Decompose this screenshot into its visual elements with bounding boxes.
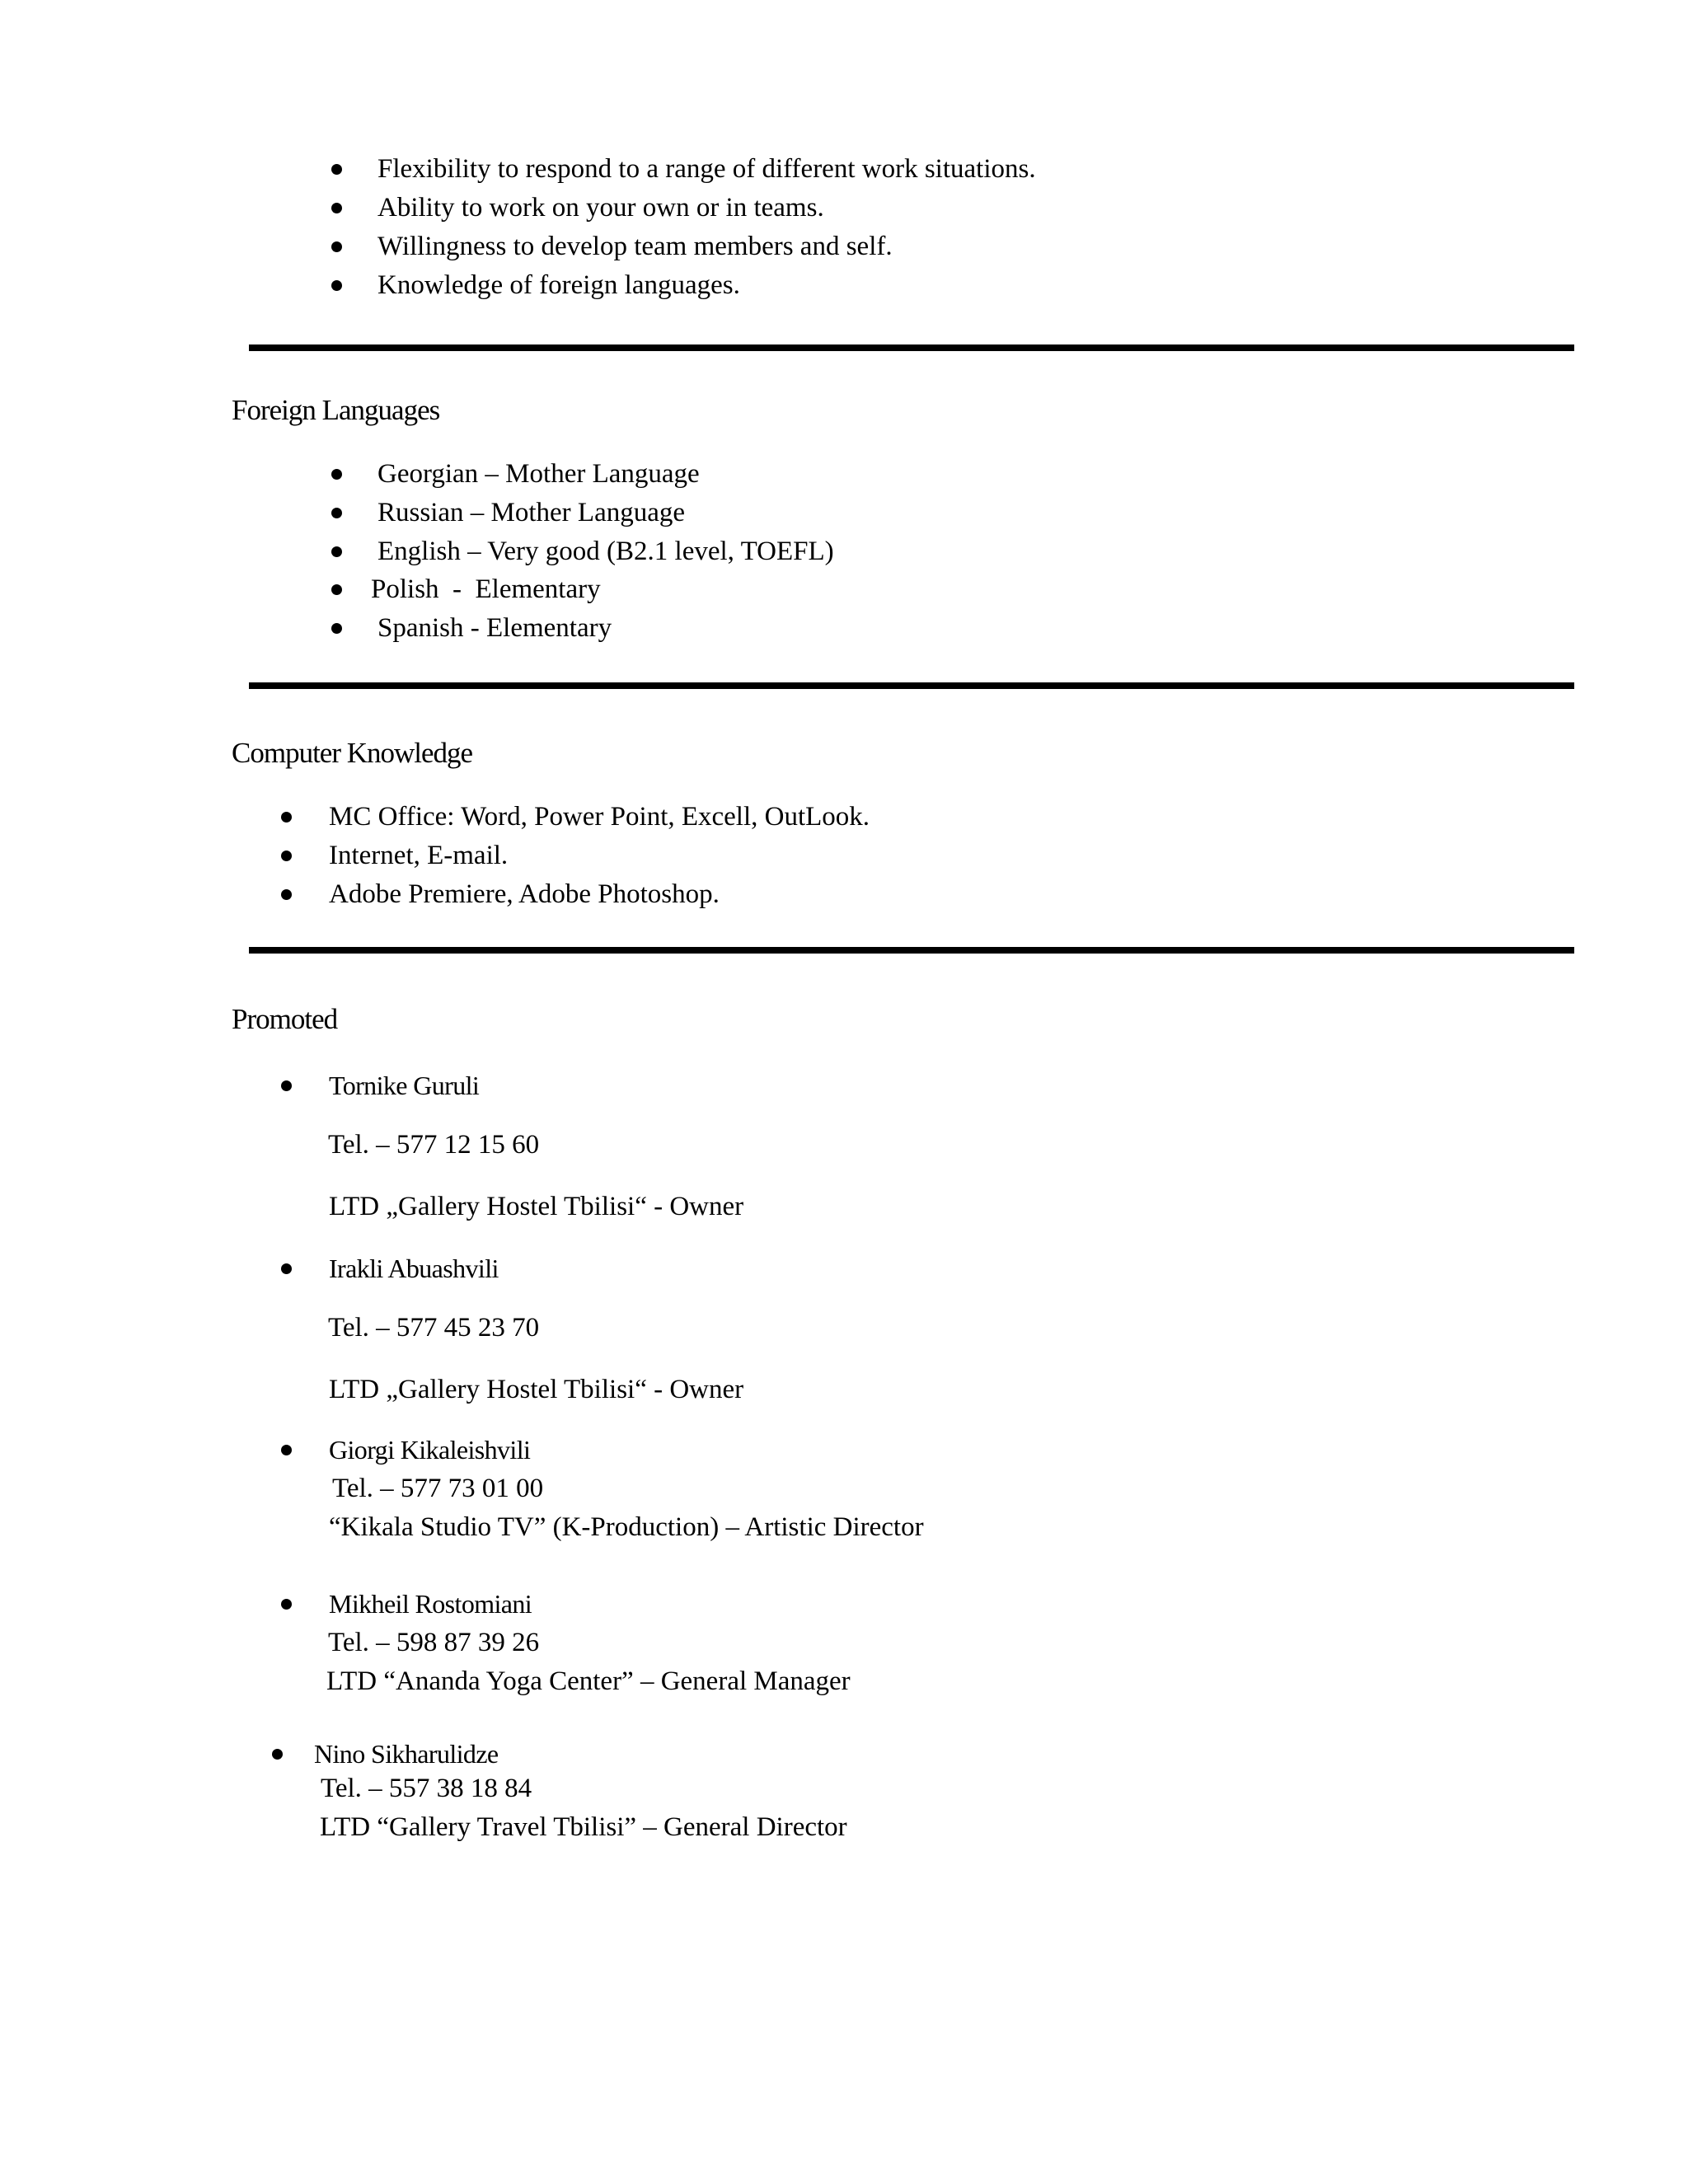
language-item: Spanish - Elementary xyxy=(377,613,612,643)
section-divider xyxy=(249,947,1574,954)
reference-phone: Tel. – 577 73 01 00 xyxy=(332,1474,544,1503)
language-item: Russian – Mother Language xyxy=(377,498,686,527)
reference-organization: LTD “Gallery Travel Tbilisi” – General Director xyxy=(320,1812,847,1842)
quality-item: Ability to work on your own or in teams. xyxy=(377,193,824,223)
language-item: Polish - Elementary xyxy=(371,574,601,604)
bullet-icon xyxy=(331,584,342,595)
bullet-icon xyxy=(331,203,342,213)
bullet-icon xyxy=(331,164,342,175)
computer-skill-item: MC Office: Word, Power Point, Excell, OutLook. xyxy=(329,802,870,832)
computer-knowledge-heading: Computer Knowledge xyxy=(232,737,473,769)
section-divider xyxy=(249,344,1574,351)
bullet-icon xyxy=(331,546,342,557)
reference-organization: LTD “Ananda Yoga Center” – General Manager xyxy=(326,1666,851,1696)
reference-phone: Tel. – 577 12 15 60 xyxy=(328,1130,540,1160)
bullet-icon xyxy=(281,851,292,861)
reference-name: Irakli Abuashvili xyxy=(329,1254,499,1283)
reference-name: Nino Sikharulidze xyxy=(314,1739,499,1769)
bullet-icon xyxy=(331,241,342,252)
bullet-icon xyxy=(281,1080,292,1091)
section-divider xyxy=(249,682,1574,689)
bullet-icon xyxy=(281,1263,292,1274)
reference-organization: “Kikala Studio TV” (K-Production) – Artistic Director xyxy=(329,1512,924,1542)
reference-name: Tornike Guruli xyxy=(329,1071,480,1100)
bullet-icon xyxy=(281,1599,292,1610)
quality-item: Flexibility to respond to a range of different work situations. xyxy=(377,154,1036,184)
reference-name: Mikheil Rostomiani xyxy=(329,1589,532,1619)
language-item: Georgian – Mother Language xyxy=(377,459,700,489)
bullet-icon xyxy=(331,508,342,518)
bullet-icon xyxy=(281,889,292,900)
foreign-languages-heading: Foreign Languages xyxy=(232,394,440,426)
bullet-icon xyxy=(281,1445,292,1455)
promoted-heading: Promoted xyxy=(232,1003,338,1035)
reference-organization: LTD „Gallery Hostel Tbilisi“ - Owner xyxy=(329,1375,744,1404)
reference-phone: Tel. – 577 45 23 70 xyxy=(328,1313,540,1343)
reference-phone: Tel. – 557 38 18 84 xyxy=(321,1774,532,1803)
bullet-icon xyxy=(331,280,342,291)
language-item: English – Very good (B2.1 level, TOEFL) xyxy=(377,537,834,566)
reference-organization: LTD „Gallery Hostel Tbilisi“ - Owner xyxy=(329,1192,744,1221)
reference-name: Giorgi Kikaleishvili xyxy=(329,1435,531,1465)
computer-skill-item: Adobe Premiere, Adobe Photoshop. xyxy=(329,879,720,909)
reference-phone: Tel. – 598 87 39 26 xyxy=(328,1628,540,1657)
bullet-icon xyxy=(272,1749,283,1760)
computer-skill-item: Internet, E-mail. xyxy=(329,841,509,870)
bullet-icon xyxy=(281,812,292,823)
quality-item: Knowledge of foreign languages. xyxy=(377,270,740,300)
quality-item: Willingness to develop team members and self. xyxy=(377,232,893,261)
bullet-icon xyxy=(331,469,342,480)
bullet-icon xyxy=(331,623,342,634)
